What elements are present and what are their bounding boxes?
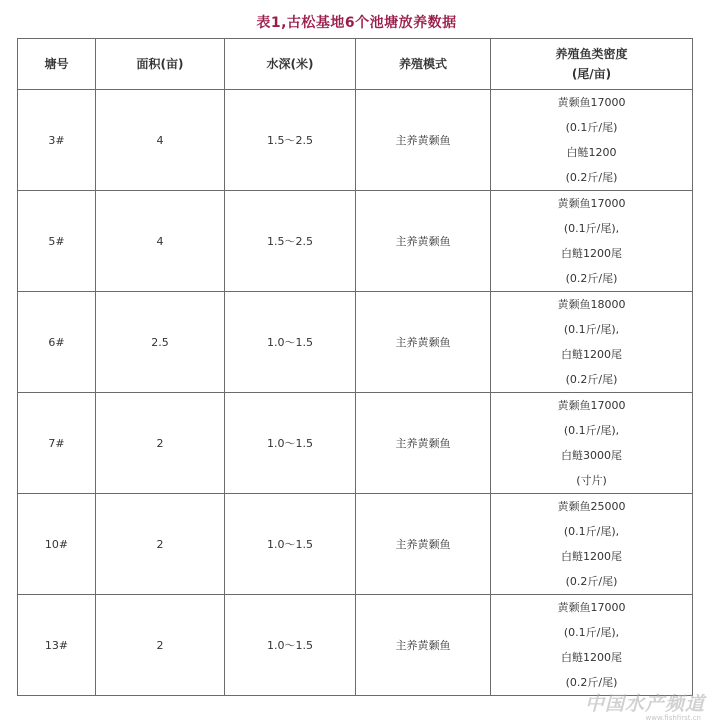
- cell-pond-number: 10#: [18, 494, 96, 595]
- density-line: (0.1斤/尾),: [563, 222, 620, 235]
- density-line: 白鲢1200尾: [561, 550, 622, 563]
- cell-water-depth: 1.0～1.5: [225, 595, 356, 696]
- header-stocking-density: [491, 39, 693, 90]
- stocking-data-table: [17, 38, 693, 696]
- density-header-text: [555, 47, 627, 81]
- cell-pond-number: 5#: [18, 191, 96, 292]
- cell-stocking-density: [491, 90, 693, 191]
- cell-water-depth: 1.0～1.5: [225, 494, 356, 595]
- cell-farming-mode: 主养黄颡鱼: [356, 90, 491, 191]
- cell-area: 4: [96, 191, 225, 292]
- header-area: 面积(亩): [96, 39, 225, 90]
- header-pond-number: 塘号: [18, 39, 96, 90]
- cell-water-depth: 1.5～2.5: [225, 90, 356, 191]
- density-line: (0.2斤/尾): [565, 575, 618, 588]
- cell-farming-mode: 主养黄颡鱼: [356, 595, 491, 696]
- density-line: (0.2斤/尾): [565, 676, 618, 689]
- table-header-row: [18, 39, 693, 90]
- density-line: (0.1斤/尾),: [563, 626, 620, 639]
- cell-water-depth: 1.0～1.5: [225, 393, 356, 494]
- density-line: 黄颡鱼18000: [557, 298, 626, 311]
- watermark-text: 中国水产频道: [584, 693, 705, 715]
- cell-pond-number: 3#: [18, 90, 96, 191]
- cell-water-depth: 1.5～2.5: [225, 191, 356, 292]
- density-header-line: 养殖鱼类密度: [555, 47, 628, 61]
- density-line: 白鲢1200尾: [561, 247, 622, 260]
- cell-stocking-density: [491, 494, 693, 595]
- cell-water-depth: 1.0～1.5: [225, 292, 356, 393]
- cell-pond-number: 13#: [18, 595, 96, 696]
- watermark-url: www.fishfirst.cn: [645, 714, 701, 722]
- cell-pond-number: 7#: [18, 393, 96, 494]
- header-farming-mode: 养殖模式: [356, 39, 491, 90]
- cell-area: 2: [96, 595, 225, 696]
- cell-stocking-density: [491, 292, 693, 393]
- cell-stocking-density: [491, 595, 693, 696]
- table-row: [18, 292, 693, 393]
- cell-farming-mode: 主养黄颡鱼: [356, 292, 491, 393]
- density-line: 黄颡鱼25000: [557, 500, 626, 513]
- table-row: [18, 90, 693, 191]
- table-row: [18, 595, 693, 696]
- table-body: [18, 90, 693, 696]
- density-line: (0.2斤/尾): [565, 373, 618, 386]
- density-line: 白鲢3000尾: [561, 449, 622, 462]
- table-title: 表1,古松基地6个池塘放养数据: [256, 15, 457, 31]
- density-line: 黄颡鱼17000: [557, 601, 626, 614]
- cell-farming-mode: 主养黄颡鱼: [356, 393, 491, 494]
- density-line: (0.1斤/尾),: [563, 424, 620, 437]
- density-line: (寸片): [576, 474, 607, 487]
- density-line: (0.2斤/尾): [565, 272, 618, 285]
- cell-farming-mode: 主养黄颡鱼: [356, 191, 491, 292]
- density-line: 黄颡鱼17000: [557, 197, 626, 210]
- table-row: [18, 191, 693, 292]
- cell-area: 4: [96, 90, 225, 191]
- density-line: (0.1斤/尾),: [563, 525, 620, 538]
- cell-area: 2: [96, 393, 225, 494]
- cell-stocking-density: [491, 393, 693, 494]
- density-line: 白鲢1200: [566, 146, 617, 159]
- density-line: 黄颡鱼17000: [557, 399, 626, 412]
- cell-pond-number: 6#: [18, 292, 96, 393]
- density-header-line: (尾/亩): [571, 67, 612, 81]
- density-line: (0.2斤/尾): [565, 171, 618, 184]
- cell-area: 2: [96, 494, 225, 595]
- density-line: 白鲢1200尾: [561, 651, 622, 664]
- watermark: [505, 694, 705, 724]
- header-water-depth: 水深(米): [225, 39, 356, 90]
- table-row: [18, 494, 693, 595]
- density-line: 黄颡鱼17000: [557, 96, 626, 109]
- cell-stocking-density: [491, 191, 693, 292]
- cell-farming-mode: 主养黄颡鱼: [356, 494, 491, 595]
- cell-area: 2.5: [96, 292, 225, 393]
- density-line: (0.1斤/尾),: [563, 323, 620, 336]
- density-line: 白鲢1200尾: [561, 348, 622, 361]
- density-line: (0.1斤/尾): [565, 121, 618, 134]
- table-row: [18, 393, 693, 494]
